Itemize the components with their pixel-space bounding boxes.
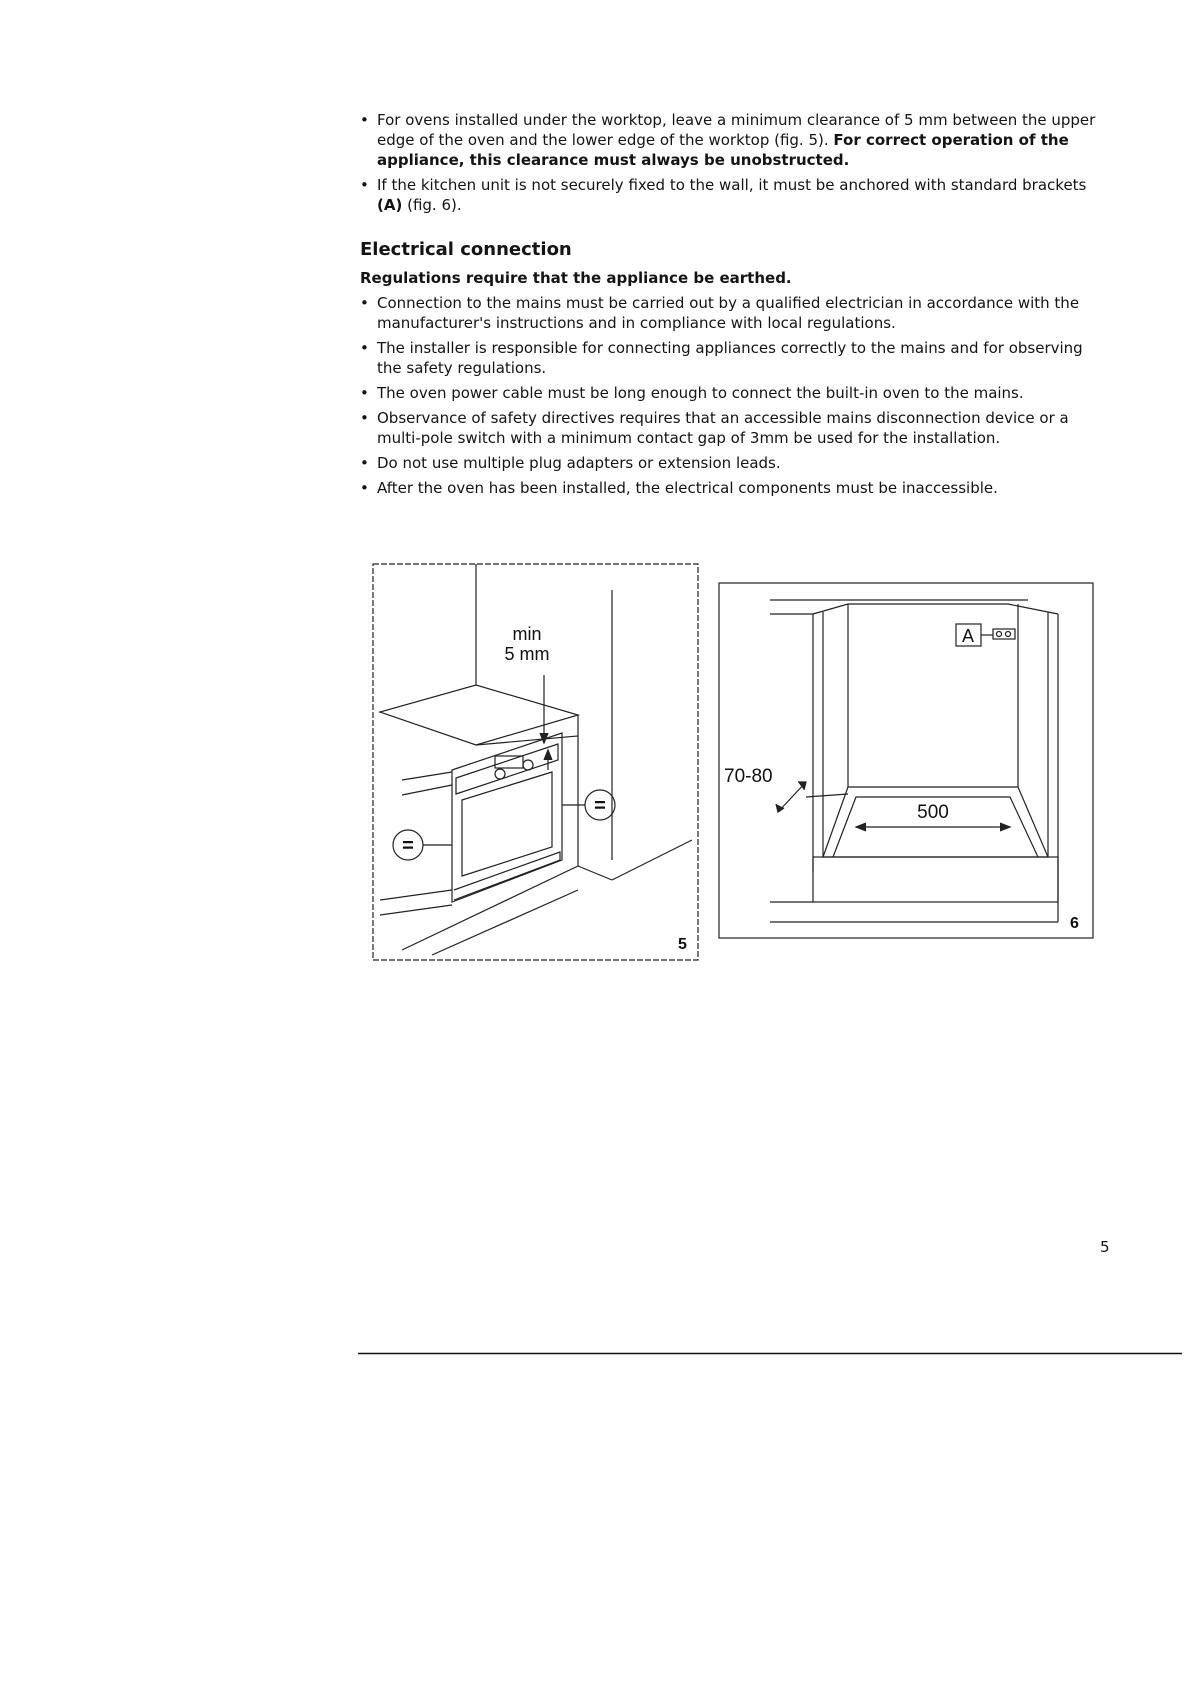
page-number: 5: [1100, 1238, 1110, 1256]
figure-6-cabinet-bracket: [718, 582, 1096, 942]
label-min: min: [512, 624, 542, 644]
installation-bullets: [360, 110, 1100, 220]
clearance-warning: For correct operation of the appliance, this clearance must always be unobstructed.: [377, 131, 1069, 169]
section-heading: Electrical connection: [360, 239, 572, 260]
section-subheading: Regulations require that the appliance be earthed.: [360, 269, 792, 287]
list-item: • The oven power cable must be long enough to connect the built-in oven to the mains.: [360, 383, 1100, 403]
list-item: • The installer is responsible for connecting appliances correctly to the mains and for observing the safety regulations.: [360, 338, 1100, 378]
list-item: • Connection to the mains must be carried out by a qualified electrician in accordance with the manufacturer's instructions and in compliance with local regulations.: [360, 293, 1100, 333]
list-item: • Observance of safety directives requires that an accessible mains disconnection device or a multi-pole switch with a minimum contact gap of 3mm be used for the installation.: [360, 408, 1100, 448]
bullet-clearance: • For ovens installed under the worktop, leave a minimum clearance of 5 mm between the upper edge of the oven and the lower edge of the worktop (fig. 5). For correct operation of the appliance, this clearance must always be unobstructed.: [360, 110, 1100, 170]
list-item: • After the oven has been installed, the electrical components must be inaccessible.: [360, 478, 1100, 498]
figure-5-oven-clearance: [372, 560, 702, 965]
equal-label-right: =: [594, 795, 606, 817]
figure-number: 5: [678, 936, 687, 953]
width-label: 500: [917, 802, 949, 823]
label-5mm: 5 mm: [504, 644, 550, 664]
equal-label-left: =: [402, 835, 414, 857]
footer-rule: [358, 1352, 1182, 1355]
list-item: • Do not use multiple plug adapters or extension leads.: [360, 453, 1100, 473]
figure-number: 6: [1070, 915, 1079, 932]
electrical-bullets: [360, 293, 1100, 503]
bracket-label: A: [961, 626, 975, 646]
bullet-brackets: • If the kitchen unit is not securely fixed to the wall, it must be anchored with standard brackets (A) (fig. 6).: [360, 175, 1100, 215]
bracket-ref: (A): [377, 196, 403, 214]
depth-label: 70-80: [724, 766, 773, 787]
